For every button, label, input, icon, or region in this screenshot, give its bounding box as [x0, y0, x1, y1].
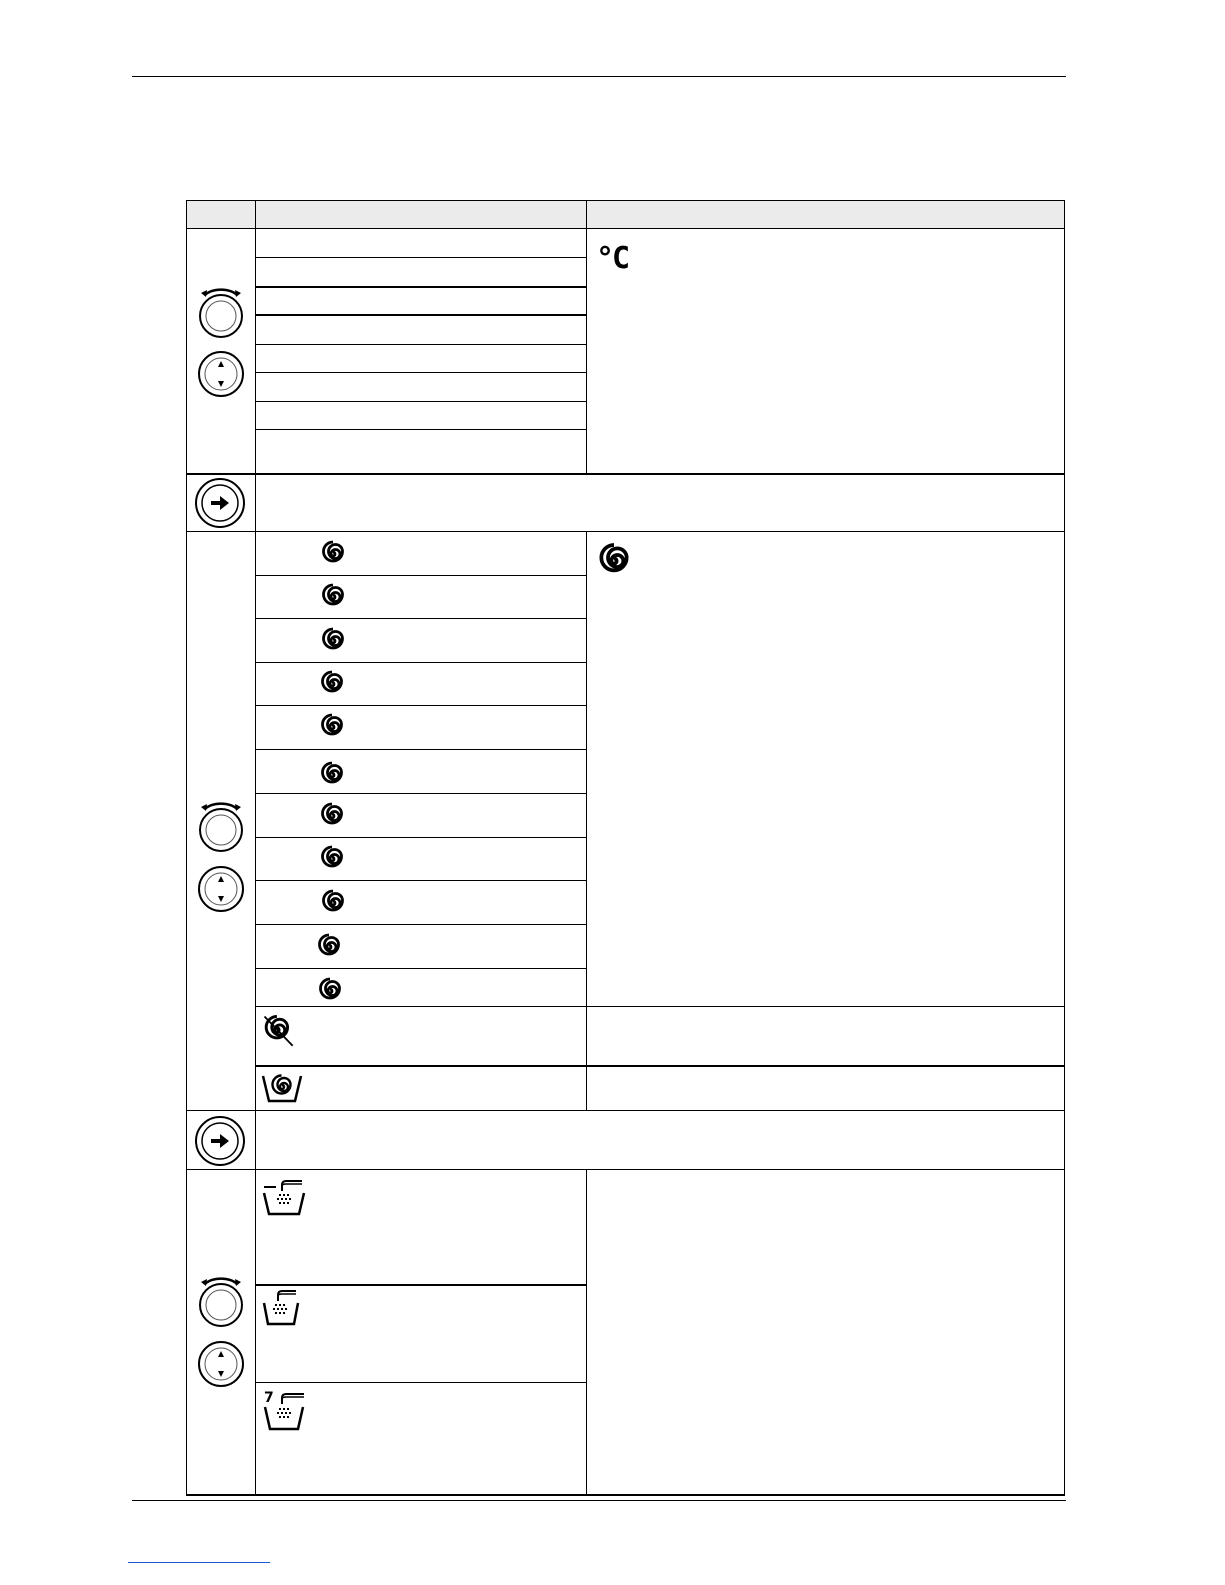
spin-icon — [317, 801, 347, 831]
spin-icon — [318, 888, 348, 918]
next-arrow-icon[interactable] — [194, 477, 246, 529]
celsius-symbol: °C — [596, 241, 629, 276]
row-divider — [255, 286, 586, 288]
row-divider — [255, 1382, 586, 1383]
next-arrow-icon[interactable] — [194, 1115, 246, 1167]
header-rule — [132, 76, 1066, 77]
table-bottom-border — [186, 1494, 1065, 1496]
table-header — [186, 200, 1065, 229]
table-right-border — [1064, 229, 1065, 1496]
spin-icon — [318, 582, 348, 612]
table-left-border — [186, 229, 187, 1496]
column-divider — [255, 1169, 256, 1495]
settings-table — [186, 200, 1066, 1496]
row-divider — [255, 837, 586, 838]
up-down-button-icon[interactable] — [197, 1340, 245, 1388]
row-divider — [255, 618, 586, 619]
rotary-knob-icon[interactable] — [196, 1271, 246, 1329]
row-divider — [255, 401, 586, 402]
svg-text:7: 7 — [264, 1390, 274, 1406]
header-divider — [586, 200, 587, 229]
header-divider — [255, 200, 256, 229]
spin-icon — [317, 844, 347, 874]
footer-link[interactable] — [128, 1562, 270, 1563]
up-down-button-icon[interactable] — [197, 865, 245, 913]
wash-icon — [262, 1289, 302, 1327]
spin-icon — [317, 712, 347, 742]
row-divider — [255, 344, 586, 345]
row-divider — [255, 749, 586, 750]
row-divider — [255, 429, 586, 430]
up-down-button-icon[interactable] — [197, 350, 245, 398]
row-divider — [255, 1065, 1065, 1067]
row-divider — [255, 924, 586, 925]
row-divider — [255, 314, 586, 316]
section-divider — [186, 1169, 1065, 1170]
spin-icon — [314, 932, 344, 962]
row-divider — [255, 793, 586, 794]
no-spin-icon — [261, 1012, 295, 1048]
row-divider — [255, 880, 586, 881]
spin-icon — [318, 626, 348, 656]
row-divider — [255, 705, 586, 706]
row-divider — [255, 968, 586, 969]
column-divider — [255, 474, 256, 531]
rinse-hold-icon — [261, 1071, 303, 1105]
spin-icon — [318, 539, 348, 569]
section-divider — [186, 1110, 1065, 1111]
spin-icon — [317, 669, 347, 699]
row-divider — [255, 575, 586, 576]
rotary-knob-icon[interactable] — [196, 282, 246, 340]
section-divider — [186, 473, 1065, 475]
rotary-knob-icon[interactable] — [196, 796, 246, 854]
column-divider — [255, 1110, 256, 1169]
spin-icon — [315, 976, 345, 1006]
footer-rule — [132, 1500, 1066, 1501]
column-divider — [586, 1169, 587, 1495]
column-divider — [255, 229, 256, 474]
spin-icon-large — [594, 541, 634, 581]
row-divider — [255, 662, 586, 663]
row-divider — [255, 1284, 586, 1286]
column-divider — [586, 229, 587, 474]
spin-icon — [317, 760, 347, 790]
column-divider — [586, 531, 587, 1111]
row-divider — [255, 372, 586, 373]
prewash-icon — [262, 1177, 308, 1217]
row-divider — [255, 1006, 1065, 1007]
section-divider — [186, 531, 1065, 532]
extra-rinse-7-icon — [262, 1388, 308, 1432]
row-divider — [255, 257, 586, 258]
